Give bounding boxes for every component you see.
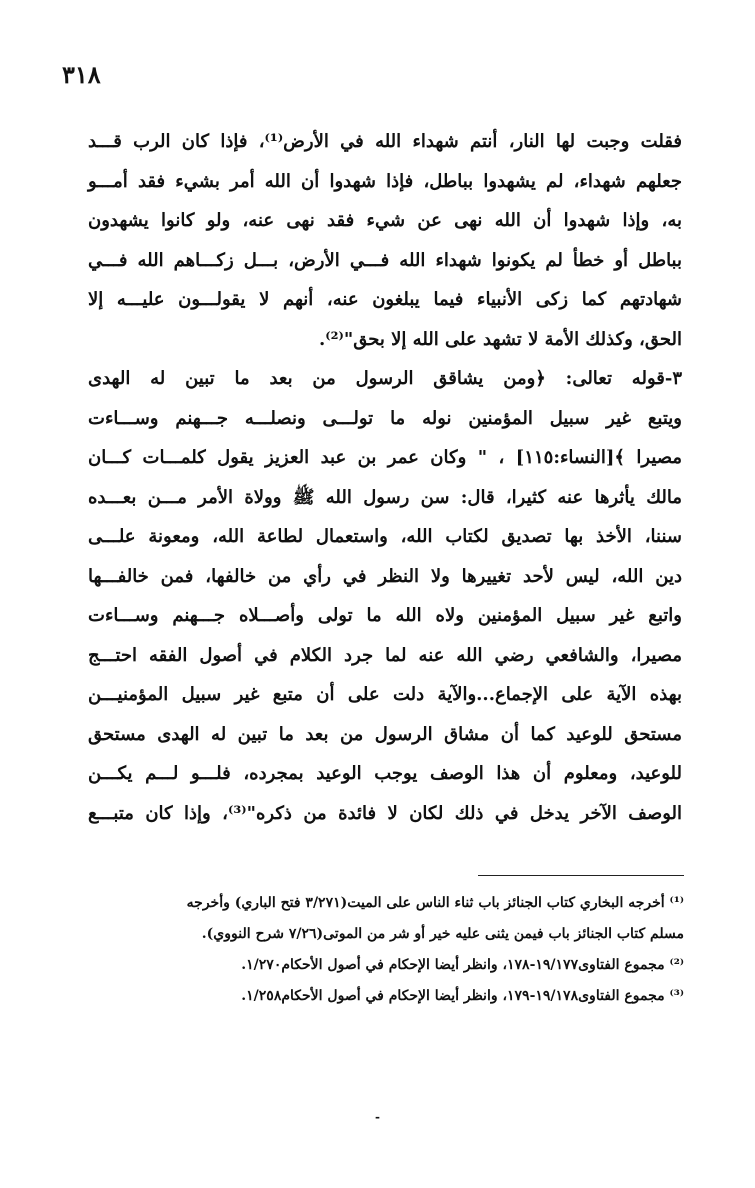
footnote-line: مسلم كتاب الجنائز باب فيمن يثنى عليه خير أو شر من الموتى(٧/٢٦ شرح النووي). (201, 926, 684, 942)
text-line: مالك يأثرها عنه كثيرا، قال: سن رسول الله ﷺ وولاة الأمر مـــن بعـــده (88, 486, 682, 508)
body-text (88, 122, 682, 833)
text-line: به، وإذا شهدوا أن الله نهى عن شيء فقد نهى عنه، ولو كانوا يشهدون (88, 210, 682, 231)
text-line: مستحق للوعيد كما أن مشاق الرسول من بعد ما تبين له الهدى مستحق (88, 723, 682, 745)
footnotes (108, 888, 684, 1012)
text-line: سننا، الأخذ بها تصديق لكتاب الله، واستعمال لطاعة الله، ومعونة علـــى (88, 526, 682, 547)
footnote-divider (478, 875, 684, 876)
text-line: الوصف الآخر يدخل في ذلك لكان لا فائدة من ذكره"⁽³⁾، وإذا كان متبـــع (88, 802, 682, 824)
text-line: شهادتهم كما زكى الأنبياء فيما يبلغون عنه، أنهم لا يقولـــون عليـــه إلا (88, 289, 682, 310)
bottom-mark: - (375, 1110, 380, 1124)
page-number: ٣١٨ (62, 60, 101, 89)
text-line: دين الله، ليس لأحد تغييرها ولا النظر في رأي من خالفها، فمن خالفـــها (88, 565, 682, 587)
footnote-line: ⁽³⁾ مجموع الفتاوى١٩/١٧٨-١٧٩، وانظر أيضا الإحكام في أصول الأحكام١/٢٥٨. (241, 988, 684, 1004)
text-line: الحق، وكذلك الأمة لا تشهد على الله إلا بحق"⁽²⁾. (318, 328, 682, 350)
text-line: مصيرا ﴾[النساء:١١٥] ، " وكان عمر بن عبد العزيز يقول كلمـــات كـــان (88, 447, 682, 468)
text-line: ٣-قوله تعالى: ﴿ومن يشاقق الرسول من بعد ما تبين له الهدى (88, 368, 682, 389)
text-line: واتبع غير سبيل المؤمنين ولاه الله ما تولى وأصـــلاه جـــهنم وســـاءت (88, 605, 682, 626)
footnote-line: ⁽²⁾ مجموع الفتاوى١٩/١٧٧-١٧٨، وانظر أيضا الإحكام في أصول الأحكام١/٢٧٠. (241, 957, 684, 973)
text-line: ويتبع غير سبيل المؤمنين نوله ما تولـــى ونصلـــه جـــهنم وســـاءت (88, 407, 682, 429)
text-line: مصيرا، والشافعي رضي الله عنه لما جرد الكلام في أصول الفقه احتـــج (88, 644, 682, 666)
text-line: بباطل أو خطأ لم يكونوا شهداء الله فـــي الأرض، بـــل زكـــاهم الله فـــي (88, 249, 682, 271)
footnote-line: ⁽¹⁾ أخرجه البخاري كتاب الجنائز باب ثناء الناس على الميت(٣/٢٧١ فتح الباري) وأخرجه (186, 895, 684, 911)
text-line: جعلهم شهداء، لم يشهدوا بباطل، فإذا شهدوا أن الله أمر بشيء فقد أمـــو (88, 170, 682, 192)
text-line: بهذه الآية على الإجماع...والآية دلت على أن متبع غير سبيل المؤمنيـــن (88, 684, 682, 705)
text-line: للوعيد، ومعلوم أن هذا الوصف يوجب الوعيد بمجرده، فلـــو لـــم يكـــن (88, 763, 682, 784)
text-line: فقلت وجبت لها النار، أنتم شهداء الله في الأرض⁽¹⁾، فإذا كان الرب قـــد (88, 131, 682, 152)
